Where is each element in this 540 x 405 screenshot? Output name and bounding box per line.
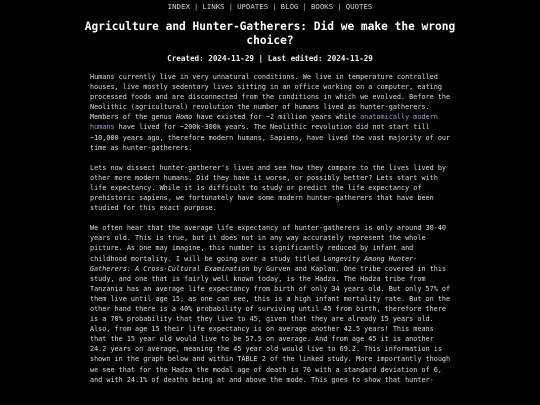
- paragraph-3: [90, 223, 452, 385]
- paragraph-1: [90, 72, 452, 153]
- study-title-emphasis: Longevity Among Hunter-Gatherers: A Cross-Cultural Examination: [90, 254, 418, 273]
- nav-link-updates[interactable]: UPDATES: [237, 2, 269, 11]
- paragraph-1-text-b: have existed for ~2 million years while: [192, 113, 361, 122]
- article-title: Agriculture and Hunter-Gatherers: Did we make the wrong choice?: [84, 20, 456, 47]
- nav-separator: |: [302, 2, 307, 11]
- paragraph-3-text-a: We often hear that the average life expectancy of hunter-gatherers is only around 30-40 years old. This is true, but it does not in any way accurately represent the whole picture. As one may imagine, this number is significantly reduced by infant and childhood mortality. I will be going over a study titled: [90, 224, 447, 263]
- nav-link-index[interactable]: INDEX: [167, 2, 190, 11]
- paragraph-2: Lets now dissect hunter-gatherer's lives and see how they compare to the lives lived by other more modern humans. Did they have it worse, or possibly better? Lets start with life expectancy. While it is difficult to study or predict the life expectancy of prehistoric sapiens, we fortunately have some modern hunter-gatherers that have been studied for this exact purpose.: [90, 163, 447, 213]
- nav-link-books[interactable]: BOOKS: [310, 2, 334, 11]
- top-nav: [0, 2, 540, 12]
- nav-link-blog[interactable]: BLOG: [280, 2, 299, 11]
- anatomically-modern-humans-link[interactable]: anatomically modern humans: [90, 113, 438, 132]
- genus-homo-emphasis: Homo: [175, 113, 193, 122]
- nav-separator: |: [272, 2, 277, 11]
- paragraph-3-text-b: by Gurven and Kaplan. One tribe covered in this study, and one that is fairly well known today, is the Hadza. The Hadza tribe from Tanzania has an average life expectancy from birth of only 34 years old. But only 57% of them live until age 15; as one can see, this is a high infant mortality rate. But on the other hand there is a 40% probability of surviving until 45 from birth, therefore there is a 70% probability that they live to 45, given that they are already 15 years old. Also, from age 15 their life expectancy is on average another 42.5 years! This means that the 15 year old would live to be 57.5 on average. And from age 45 it is another 24.2 years on average, meaning the 45 year old would live to 69.2. This information is shown in the graph below and within TABLE 2 of the linked study. More importantly though we see that for the Hadza the modal age of death is 76 with a standard deviation of 6, and with 24.1% of deaths being at and above the mode. This goes to show that hunter-: [90, 264, 451, 384]
- article-dates: Created: 2024-11-29 | Last edited: 2024-11-29: [167, 54, 373, 63]
- paragraph-1-text-c: have lived for ~200k-300k years. The Neolithic revolution did not start till ~10,000 years ago, therefore modern humans, Sapiens, have lived the vast majority of our time as hunter-gatherers.: [90, 123, 451, 152]
- nav-separator: |: [337, 2, 342, 11]
- paragraph-1-text-a: Humans currently live in very unnatural conditions. We live in temperature controlled houses, live mostly sedentary lives sitting in an office working on a computer, eating processed foods and are disconnected from the conditions in which we evolved. Before the Neolithic (agricultural) revolution the number of humans lived as hunter-gatherers. Members of the genus: [90, 73, 451, 122]
- nav-link-links[interactable]: LINKS: [202, 2, 225, 11]
- nav-separator: |: [193, 2, 199, 11]
- nav-link-quotes[interactable]: QUOTES: [345, 2, 373, 11]
- nav-separator: |: [228, 2, 234, 11]
- article-body: [90, 72, 452, 395]
